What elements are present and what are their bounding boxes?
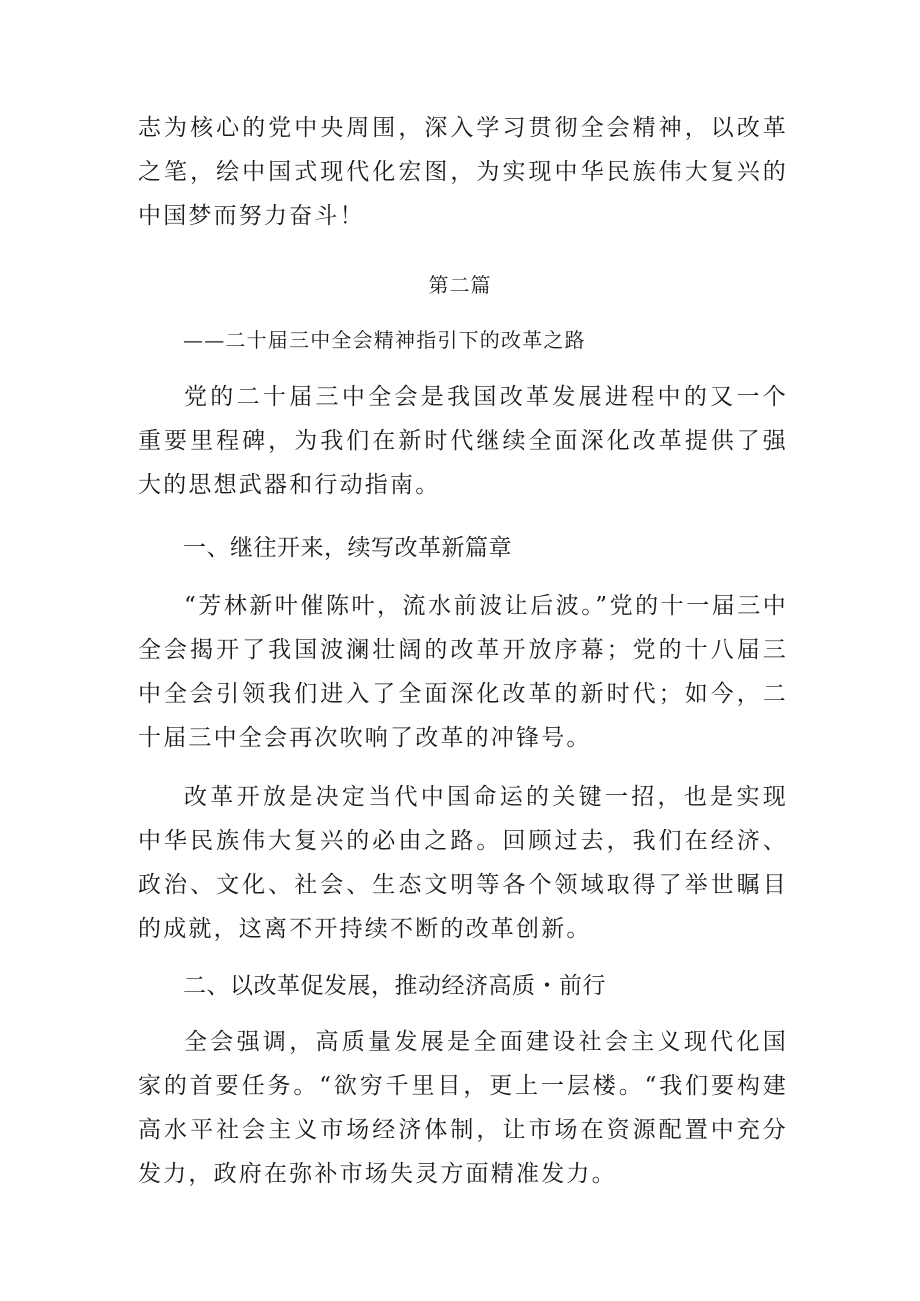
heading-1: 一、继往开来，续写改革新篇章	[183, 535, 512, 561]
section-subtitle: ——二十届三中全会精神指引下的改革之路	[183, 328, 586, 352]
intro-paragraph: 党的二十届三中全会是我国改革发展进程中的又一个重要里程碑，为我们在新时代继续全面深化改革提供了强大的思想武器和行动指南。	[138, 384, 788, 498]
paragraph-2: 改革开放是决定当代中国命运的关键一招，也是实现中华民族伟大复兴的必由之路。回顾过去，我们在经济、政治、文化、社会、生态文明等各个领域取得了举世瞩目的成就，这离不开持续不断的改革创新。	[138, 784, 788, 942]
paragraph-3: 全会强调，高质量发展是全面建设社会主义现代化国家的首要任务。“欲穷千里目，更上一层楼。“我们要构建高水平社会主义市场经济体制，让市场在资源配置中充分发力，政府在弥补市场失灵方面精准发力。	[138, 1029, 788, 1187]
paragraph-continuation: 志为核心的党中央周围，深入学习贯彻全会精神，以改革之笔，绘中国式现代化宏图，为实现中华民族伟大复兴的中国梦而努力奋斗！	[138, 115, 788, 229]
heading-2: 二、以改革促发展，推动经济高质・前行	[183, 973, 606, 999]
paragraph-1: “芳林新叶催陈叶，流水前波让后波。”党的十一届三中全会揭开了我国波澜壮阔的改革开放序幕；党的十八届三中全会引领我们进入了全面深化改革的新时代；如今，二十届三中全会再次吹响了改革的冲锋号。	[138, 593, 788, 751]
section-title: 第二篇	[428, 273, 492, 297]
